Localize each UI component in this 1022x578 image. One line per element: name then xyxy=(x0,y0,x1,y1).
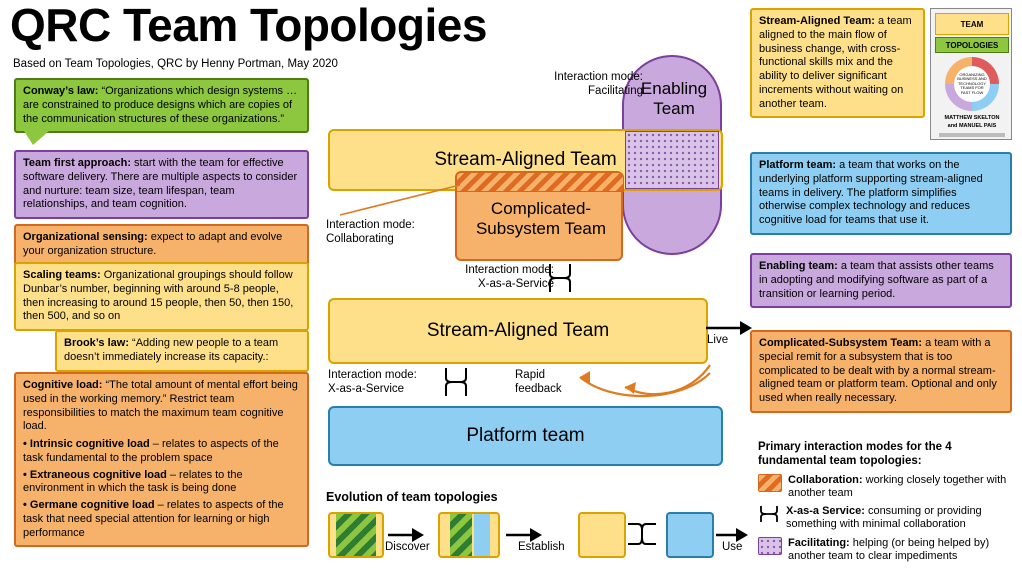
evolution-step-1-label: Discover xyxy=(385,541,430,553)
org-sensing-heading: Organizational sensing: xyxy=(23,231,148,243)
xaas-heading: X-as-a Service: xyxy=(786,505,865,518)
collaboration-swatch-icon xyxy=(758,474,782,492)
team-first-approach-card xyxy=(14,150,309,219)
rapid-feedback-line1: Rapid xyxy=(515,369,546,381)
evolution-step-3-label: Use xyxy=(722,541,743,553)
live-label: Live xyxy=(707,334,729,346)
brooks-law-card xyxy=(55,330,309,372)
facilitating-swatch-icon xyxy=(758,537,782,555)
book-authors-2: and MANUEL PAIS xyxy=(947,123,997,129)
platform-team-card xyxy=(750,152,1012,235)
xaas-text: consuming or providing something with minimal collaboration xyxy=(786,505,982,531)
legend-title-line1: Primary interaction modes for the 4 xyxy=(758,441,952,453)
xaas-icon-bottom xyxy=(442,366,470,398)
rapid-feedback-line2: feedback xyxy=(515,383,562,396)
evolution-step-1-shape xyxy=(328,512,384,558)
evolution-step-3-blue xyxy=(666,512,714,558)
evolution-step-2-shape xyxy=(438,512,500,558)
cognitive-load-text: “The total amount of mental effort being used in the working memory.” Restrict team responsibilities to match the maximum team cognitive load. xyxy=(23,379,298,433)
xaas-bottom-line1: Interaction mode: xyxy=(328,369,417,381)
bullet-extraneous-text: – relates to the environment in which the task is being done xyxy=(23,468,243,495)
enabling-card-text: a team that assists other teams in adopting and modifying software as part of a transition or learning period. xyxy=(759,260,994,300)
cognitive-load-bullet-germane xyxy=(23,499,300,540)
bullet-germane-heading: • Germane cognitive load xyxy=(23,499,155,511)
interaction-mode-xaas-top-label xyxy=(424,263,554,292)
xaas-icon-evolution xyxy=(628,518,662,552)
stream-aligned-team-1-label: Stream-Aligned Team xyxy=(434,149,617,170)
enabling-card-heading: Enabling team: xyxy=(759,260,838,272)
bullet-intrinsic-heading: • Intrinsic cognitive load xyxy=(23,438,150,450)
facilitating-heading: Facilitating: xyxy=(788,536,850,549)
org-sensing-text: expect to adapt and evolve your organization structure. xyxy=(23,231,283,257)
collaborating-leader-line xyxy=(320,180,520,240)
stream-aligned-team-2-label: Stream-Aligned Team xyxy=(426,320,610,341)
bullet-extraneous-heading: • Extraneous cognitive load xyxy=(23,468,167,481)
interaction-mode-xaas-bottom-label xyxy=(328,368,446,397)
platform-team-shape[interactable] xyxy=(328,406,723,466)
brooks-law-text: “Adding new people to a team doesn’t immediately increase its capacity.: xyxy=(64,337,279,363)
stream-card-heading: Stream-Aligned Team: xyxy=(759,15,875,27)
brooks-law-heading: Brook’s law: xyxy=(64,337,129,349)
legend-item-collaboration xyxy=(758,474,1016,500)
x-as-a-service-icon xyxy=(758,505,780,523)
platform-team-label: Platform team xyxy=(466,425,585,446)
cognitive-load-main xyxy=(23,379,300,434)
scaling-teams-text: Organizational groupings should follow Dunbar’s number, beginning with around 5-8 people, then increasing to around 15 people, then 50, then 150, then 500, and so on xyxy=(23,269,294,323)
conways-law-card xyxy=(14,78,309,133)
facilitating-text: helping (or being helped by) another team to clear impediments xyxy=(788,536,990,562)
cognitive-load-heading: Cognitive load: xyxy=(23,379,103,391)
legend-item-facilitating xyxy=(758,537,1016,563)
cognitive-load-bullet-intrinsic xyxy=(23,438,300,466)
collab-line1: Interaction mode: xyxy=(326,219,415,231)
complicated-card-text: a team with a special remit for a subsystem that is too complicated to be dealt with by a normal stream-aligned team or platform team. Optional and only used when really necessary. xyxy=(759,337,997,404)
book-title-line2: TOPOLOGIES xyxy=(935,37,1009,53)
xaas-top-line1: Interaction mode: xyxy=(465,264,554,276)
callout-tail xyxy=(24,131,49,145)
evolution-step-2-label: Establish xyxy=(518,541,565,553)
book-footer-bar xyxy=(939,133,1005,137)
book-title-line1: TEAM xyxy=(935,13,1009,35)
book-cover-thumbnail xyxy=(930,8,1012,140)
bullet-intrinsic-text: – relates to aspects of the task fundamental to the problem space xyxy=(23,438,279,464)
xaas-bottom-line2: X-as-a-Service xyxy=(328,383,405,396)
collaboration-heading: Collaboration: xyxy=(788,473,863,486)
facilitating-overlap-region xyxy=(625,131,719,189)
evolution-step-3-yellow xyxy=(578,512,626,558)
collab-line2: Collaborating xyxy=(326,233,394,246)
team-first-heading: Team first approach: xyxy=(23,157,131,169)
book-badge-text: ORGANIZING BUSINESS AND TECHNOLOGY TEAMS FOR FAST FLOW xyxy=(954,66,990,102)
book-circle-graphic xyxy=(945,57,999,111)
scaling-teams-heading: Scaling teams: xyxy=(23,269,101,281)
legend xyxy=(758,440,1016,563)
conways-law-text: “Organizations which design systems … are constrained to produce designs which are copies of the communication structures of these organizations.” xyxy=(23,85,298,125)
conways-law-heading: Conway’s law: xyxy=(23,85,99,97)
complicated-subsystem-team-label: Complicated-Subsystem Team xyxy=(475,199,607,239)
legend-item-xaas xyxy=(758,505,1016,531)
platform-card-heading: Platform team: xyxy=(759,159,837,171)
scaling-teams-card xyxy=(14,262,309,331)
complicated-card-heading: Complicated-Subsystem Team: xyxy=(759,337,923,349)
stream-card-text: a team aligned to the main flow of business change, with cross-functional skills mix and the ability to deliver significant increments without waiting on another team. xyxy=(759,15,912,110)
interaction-mode-facilitating-label: Interaction mode: Facilitating xyxy=(554,71,643,98)
platform-card-text: a team that works on the underlying platform supporting stream-aligned teams in delivery. The platform simplifies otherwise complex technology and reduces cognitive load for teams that use it. xyxy=(759,159,983,226)
enabling-team-label: Enabling Team xyxy=(640,79,708,118)
page-title: QRC Team Topologies xyxy=(10,0,487,51)
bullet-germane-text: – relates to aspects of the task that need special attention for learning or high performance xyxy=(23,499,284,539)
evolution-title: Evolution of team topologies xyxy=(326,490,498,504)
team-first-text: start with the team for effective software delivery. There are multiple aspects to consider and nurture: team size, team lifespan, team relationships, and team cognition. xyxy=(23,157,298,211)
collaboration-text: working closely together with another team xyxy=(788,473,1007,499)
cognitive-load-bullet-extraneous xyxy=(23,469,300,497)
cognitive-load-card xyxy=(14,372,309,547)
page-subtitle: Based on Team Topologies, QRC by Henny Portman, May 2020 xyxy=(13,58,338,70)
enabling-team-card xyxy=(750,253,1012,308)
organizational-sensing-card xyxy=(14,224,309,266)
stream-aligned-team-card xyxy=(750,8,925,118)
book-authors: MATTHEW SKELTON xyxy=(944,115,1000,121)
complicated-subsystem-team-card xyxy=(750,330,1012,413)
xaas-top-line2: X-as-a-Service xyxy=(477,278,554,291)
legend-title-line2: fundamental team topologies: xyxy=(758,455,922,468)
rapid-feedback-arrows xyxy=(570,355,740,405)
xaas-icon-top xyxy=(546,262,574,294)
